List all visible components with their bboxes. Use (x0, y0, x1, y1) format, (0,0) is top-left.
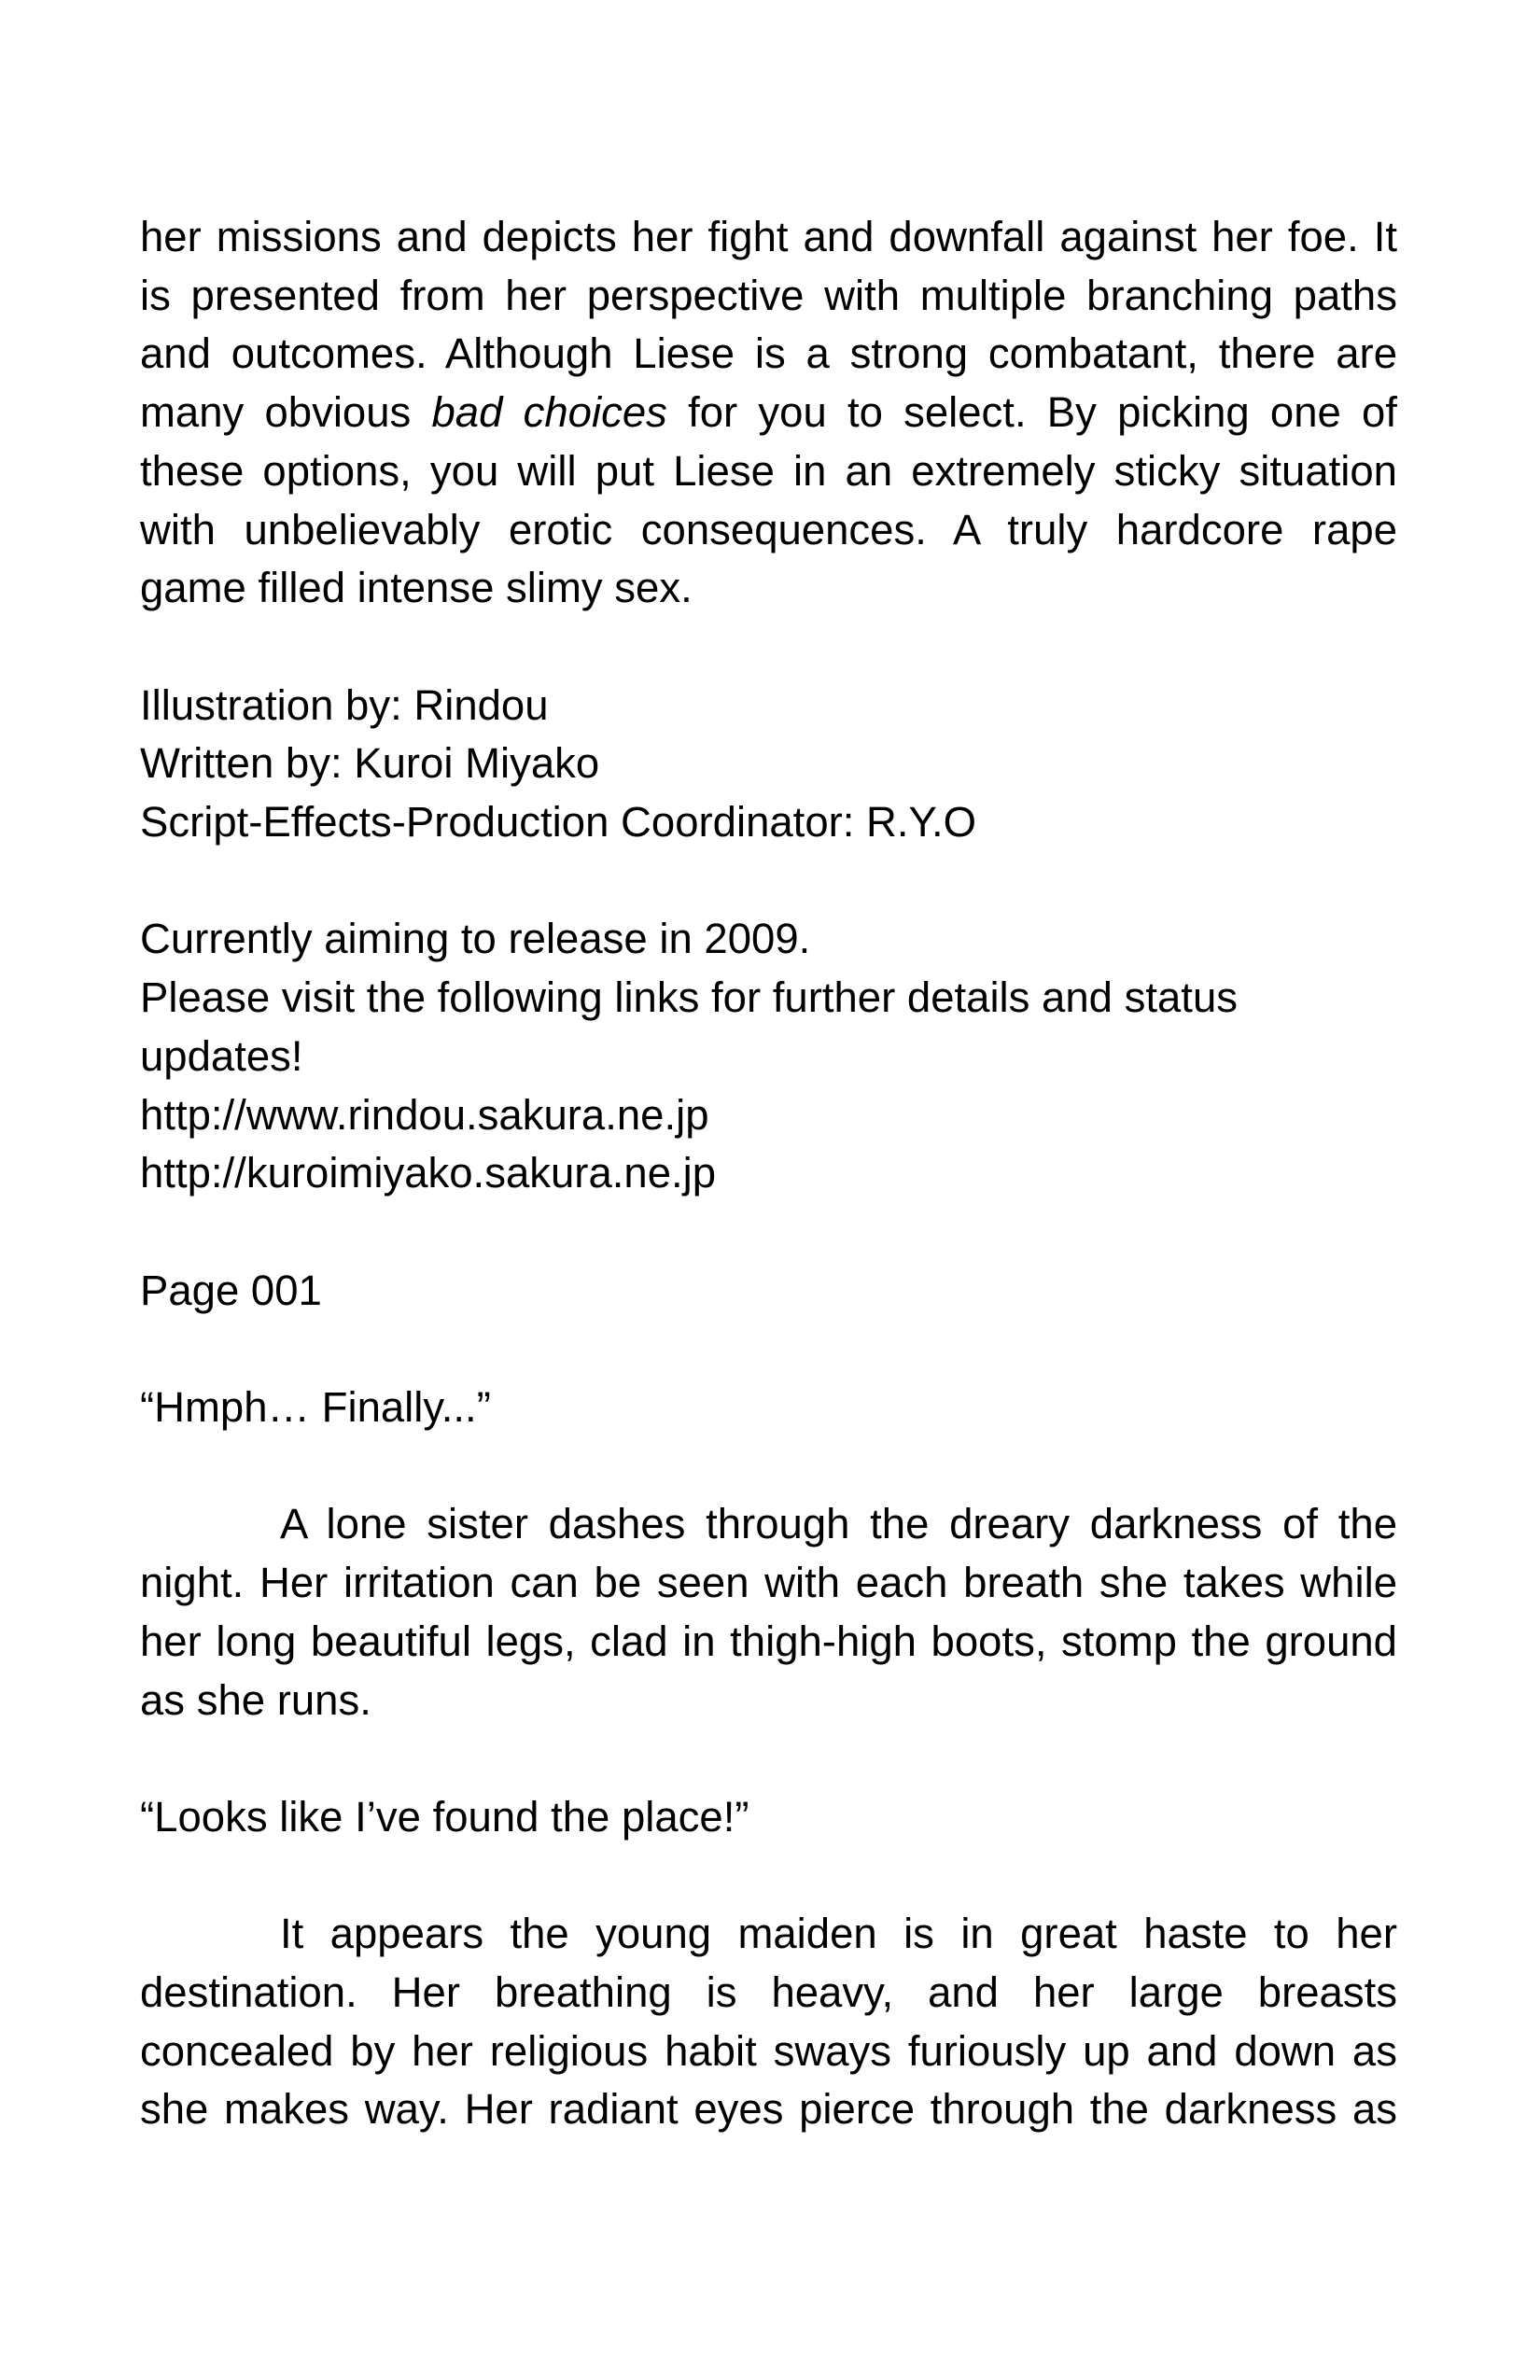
narration2-line-3: concealed by her religious habit sways furiously up and down as (140, 2026, 1397, 2075)
page-marker (140, 1262, 1397, 1321)
release-line-1: Currently aiming to release in 2009. (140, 915, 811, 963)
narration2-line-1: It appears the young maiden is in great haste to her (280, 1910, 1397, 1958)
narration2-line-4: she makes way. Her radiant eyes pierce through the darkness as (140, 2085, 1397, 2134)
release-url-1: http://www.rindou.sakura.ne.jp (140, 1090, 709, 1139)
intro-line-4 (140, 384, 1397, 442)
dialogue-quote-1-text: “Hmph… Finally...” (140, 1383, 491, 1431)
page-marker-label: Page 001 (140, 1266, 322, 1314)
release-info-block (140, 910, 1397, 1203)
intro-line-6: with unbelievably erotic consequences. A truly hardcore rape (140, 505, 1397, 553)
release-url-2: http://kuroimiyako.sakura.ne.jp (140, 1149, 717, 1197)
credit-written: Written by: Kuroi Miyako (140, 739, 600, 788)
dialogue-quote-2 (140, 1788, 1397, 1847)
document-text-area (140, 208, 1397, 2198)
intro-paragraph (140, 208, 1397, 618)
credit-illustration: Illustration by: Rindou (140, 680, 549, 729)
narration-paragraph-2 (140, 1905, 1397, 2139)
intro-line-3: and outcomes. Although Liese is a strong combatant, there are (140, 329, 1397, 378)
intro-line-5: these options, you will put Liese in an extremely sticky situation (140, 446, 1397, 495)
narration1-line-3: her long beautiful legs, clad in thigh-high boots, stomp the ground (140, 1617, 1397, 1665)
intro-line-1: her missions and depicts her fight and downfall against her foe. It (140, 213, 1397, 260)
release-line-2: Please visit the following links for further details and status (140, 973, 1239, 1022)
dialogue-quote-1 (140, 1379, 1397, 1437)
narration-paragraph-1 (140, 1495, 1397, 1729)
narration1-line-2: night. Her irritation can be seen with each breath she takes while (140, 1559, 1397, 1607)
intro-line-2: is presented from her perspective with multiple branching paths (140, 271, 1397, 319)
intro-line-4-italic: bad choices (431, 388, 667, 437)
intro-line-4-post: for you to select. By picking one of (666, 388, 1397, 437)
credit-coordinator: Script-Effects-Production Coordinator: R.Y.O (140, 798, 977, 847)
release-line-3: updates! (140, 1031, 303, 1080)
narration2-line-2: destination. Her breathing is heavy, and her large breasts (140, 1967, 1397, 2016)
dialogue-quote-2-text: “Looks like I’ve found the place!” (140, 1792, 749, 1841)
intro-line-4-pre: many obvious (140, 388, 432, 437)
intro-line-7: game filled intense slimy sex. (140, 564, 693, 612)
narration1-line-1: A lone sister dashes through the dreary darkness of the (280, 1500, 1397, 1548)
narration1-line-4: as she runs. (140, 1675, 371, 1724)
credits-block (140, 677, 1397, 852)
